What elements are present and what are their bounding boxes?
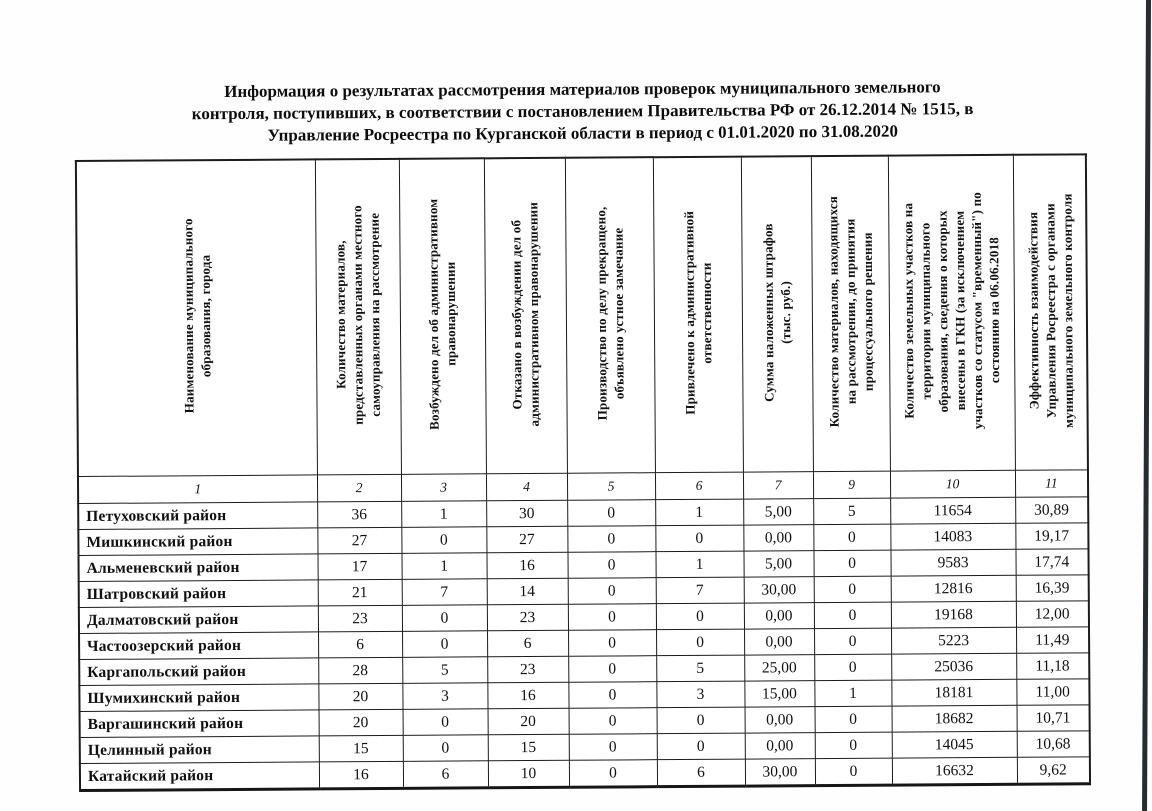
results-table [75, 154, 1091, 793]
value-cell: 0,00 [744, 603, 814, 629]
value-cell: 0 [402, 605, 487, 632]
column-header-text: Количество материалов, представленных органами местного самоуправления на рассмотрение [332, 205, 384, 425]
value-cell: 1 [655, 551, 743, 578]
value-cell: 5 [813, 498, 890, 525]
value-cell: 0 [815, 758, 892, 786]
value-cell: 0 [813, 550, 890, 577]
value-cell: 27 [486, 527, 567, 554]
value-cell: 5,00 [743, 551, 813, 577]
value-cell: 17,74 [1015, 549, 1088, 575]
value-cell: 0 [655, 525, 743, 552]
row-name-cell: Мишкинский район [78, 528, 317, 556]
row-name-cell: Шатровский район [79, 580, 318, 608]
value-cell: 6 [487, 631, 568, 658]
value-cell: 0,00 [745, 733, 815, 759]
value-cell: 0 [814, 628, 891, 655]
value-cell: 19168 [891, 602, 1016, 629]
row-name-cell: Альменевский район [79, 554, 318, 582]
value-cell: 0,00 [745, 707, 815, 733]
value-cell: 30,89 [1015, 497, 1088, 523]
column-number-7: 7 [743, 472, 813, 499]
value-cell: 0 [815, 706, 892, 733]
value-cell: 16632 [892, 758, 1017, 786]
column-header-6 [653, 157, 743, 473]
value-cell: 23 [318, 606, 402, 633]
value-cell: 3 [656, 681, 744, 708]
table-body [78, 497, 1090, 791]
value-cell: 20 [318, 684, 402, 711]
column-number-8: 9 [813, 471, 890, 499]
value-cell: 0 [815, 732, 892, 759]
row-name-cell: Целинный район [80, 736, 319, 764]
column-header-text: Возбуждено дел об административном правонарушении [425, 198, 459, 431]
value-cell: 28 [318, 658, 402, 685]
value-cell: 0 [814, 654, 891, 681]
column-number-9: 10 [890, 471, 1015, 499]
value-cell: 9583 [890, 550, 1015, 577]
value-cell: 20 [319, 710, 403, 737]
value-cell: 5 [402, 657, 487, 684]
column-header-text: Количество материалов, находящихся на рассмотрении, до принятия процессуального решения [824, 196, 876, 428]
value-cell: 1 [814, 680, 891, 707]
column-header-10 [1013, 155, 1088, 471]
row-name-cell: Каргапольский район [79, 658, 318, 686]
value-cell: 0 [813, 524, 890, 551]
value-cell: 23 [487, 605, 568, 632]
value-cell: 12816 [891, 576, 1016, 603]
value-cell: 15 [488, 735, 569, 762]
value-cell: 0 [403, 735, 488, 762]
value-cell: 10,68 [1017, 731, 1090, 757]
value-cell: 5,00 [743, 499, 813, 525]
value-cell: 12,00 [1016, 601, 1089, 627]
column-number-1: 1 [78, 475, 317, 504]
value-cell: 0 [402, 631, 487, 658]
value-cell: 0 [656, 603, 744, 630]
row-name-cell: Петуховский район [78, 502, 317, 530]
value-cell: 0 [569, 708, 657, 735]
column-header-8 [811, 156, 890, 472]
value-cell: 0 [814, 602, 891, 629]
value-cell: 6 [657, 759, 745, 787]
value-cell: 16 [486, 553, 567, 580]
value-cell: 3 [402, 683, 487, 710]
value-cell: 0,00 [744, 629, 814, 655]
table-head [76, 155, 1088, 504]
column-number-4: 4 [486, 474, 567, 502]
column-header-3 [399, 159, 486, 475]
value-cell: 36 [317, 502, 401, 529]
value-cell: 25036 [891, 654, 1016, 681]
column-number-10: 11 [1015, 470, 1088, 497]
value-cell: 0 [569, 760, 657, 788]
column-header-text: Привлечено к административной ответственности [681, 210, 715, 415]
value-cell: 0 [814, 576, 891, 603]
value-cell: 0 [567, 500, 655, 527]
value-cell: 16 [319, 762, 403, 790]
column-number-5: 5 [567, 473, 655, 501]
value-cell: 0 [657, 733, 745, 760]
row-name-cell: Далматовский район [79, 606, 318, 634]
value-cell: 16 [487, 683, 568, 710]
column-header-text: Наименование муниципального образования, города [179, 218, 214, 414]
column-header-text: Количество земельных участков на территории муниципального образования, сведения о которых внесены в ГКН (за исключением участков со статусом "временный") по состоянию на 06.06.2018 [900, 192, 1003, 430]
value-cell: 0 [403, 709, 488, 736]
value-cell: 20 [488, 709, 569, 736]
value-cell: 0 [656, 629, 744, 656]
table-row [80, 757, 1090, 791]
value-cell: 10 [488, 761, 569, 789]
value-cell: 27 [317, 528, 401, 555]
row-name-cell: Частоозерский район [79, 632, 318, 660]
value-cell: 18181 [891, 680, 1016, 707]
value-cell: 15 [319, 736, 403, 763]
column-number-3: 3 [401, 474, 486, 502]
value-cell: 14083 [890, 524, 1015, 551]
value-cell: 9,62 [1017, 757, 1090, 784]
column-header-text: Эффективность взаимодействия Управления Росреестра с органами муниципального земельного контроля [1024, 192, 1076, 428]
value-cell: 0 [567, 526, 655, 553]
value-cell: 1 [401, 553, 486, 580]
value-cell: 14 [487, 579, 568, 606]
value-cell: 11,18 [1016, 653, 1089, 679]
column-header-7 [741, 156, 813, 472]
value-cell: 18682 [892, 706, 1017, 733]
value-cell: 30,00 [744, 577, 814, 603]
column-header-5 [565, 157, 655, 473]
value-cell: 15,00 [744, 681, 814, 707]
value-cell: 7 [656, 577, 744, 604]
value-cell: 10,71 [1017, 705, 1090, 731]
value-cell: 0,00 [743, 525, 813, 551]
value-cell: 11,00 [1016, 679, 1089, 705]
value-cell: 16,39 [1016, 575, 1089, 601]
value-cell: 0 [657, 707, 745, 734]
row-name-cell: Шумихинский район [79, 684, 318, 712]
value-cell: 23 [487, 657, 568, 684]
value-cell: 7 [402, 579, 487, 606]
value-cell: 11654 [890, 498, 1015, 525]
value-cell: 30,00 [745, 759, 815, 786]
value-cell: 21 [318, 580, 402, 607]
value-cell: 5 [656, 655, 744, 682]
row-name-cell: Варгашинский район [80, 710, 319, 738]
value-cell: 17 [317, 554, 401, 581]
column-header-2 [315, 159, 401, 475]
header-row [76, 155, 1088, 477]
value-cell: 6 [403, 761, 488, 789]
value-cell: 0 [567, 552, 655, 579]
column-header-1 [76, 160, 317, 477]
column-header-4 [484, 158, 567, 474]
value-cell: 14045 [892, 732, 1017, 759]
column-number-2: 2 [317, 475, 401, 503]
value-cell: 6 [318, 632, 402, 659]
value-cell: 0 [568, 604, 656, 631]
value-cell: 1 [401, 501, 486, 528]
row-name-cell: Катайский район [80, 762, 319, 791]
value-cell: 0 [569, 734, 657, 761]
column-header-9 [888, 155, 1015, 471]
value-cell: 30 [486, 501, 567, 528]
value-cell: 0 [568, 656, 656, 683]
value-cell: 11,49 [1016, 627, 1089, 653]
value-cell: 25,00 [744, 655, 814, 681]
value-cell: 0 [568, 630, 656, 657]
value-cell: 0 [401, 527, 486, 554]
value-cell: 5223 [891, 628, 1016, 655]
value-cell: 0 [568, 578, 656, 605]
document-title: Информация о результатах рассмотрения материалов проверок муниципального земельного контроля, поступивших, в соответствии с постановлением Правительства РФ от 26.12.2014 № 1515, в Управление Росреестра по Курганской области в период с 01.01.2020 по 31.08.2020 [191, 77, 974, 145]
column-number-6: 6 [655, 472, 743, 500]
column-header-text: Отказано в возбуждении дел об административном правонарушении [508, 201, 543, 427]
column-header-text: Производство по делу прекращено, объявлено устное замечание [593, 206, 627, 421]
value-cell: 0 [568, 682, 656, 709]
column-header-text: Сумма наложенных штрафов (тыс. руб.) [760, 222, 794, 402]
value-cell: 1 [655, 499, 743, 526]
value-cell: 19,17 [1015, 523, 1088, 549]
